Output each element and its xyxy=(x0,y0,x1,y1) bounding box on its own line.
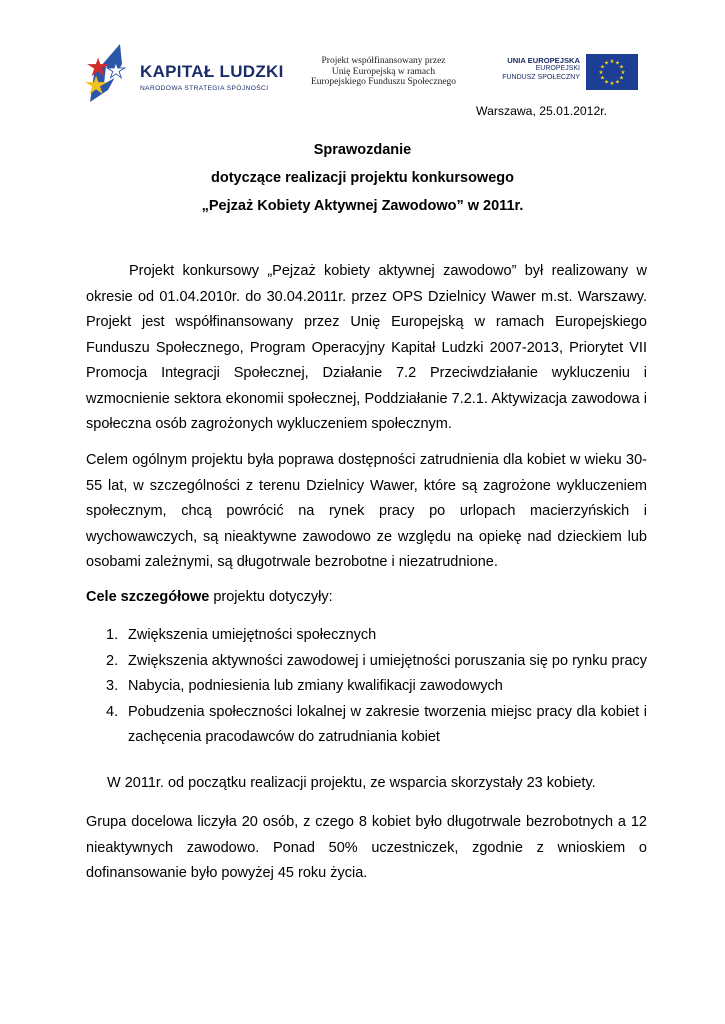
goals-list xyxy=(86,623,647,751)
cofinancing-line: Europejskiego Funduszu Społecznego xyxy=(310,77,457,87)
eu-fund-line: EUROPEJSKI xyxy=(535,65,580,72)
eu-star-icon: ★ xyxy=(620,70,626,76)
goals-heading xyxy=(86,585,647,611)
eu-title: UNIA EUROPEJSKA xyxy=(507,56,580,65)
eu-star-icon: ★ xyxy=(619,64,624,71)
paragraph-general-goal: Celem ogólnym projektu była poprawa dostępności zatrudnienia dla kobiet w wieku 30-55 lat, w szczególności z terenu Dzielnicy Wawer, które są zagrożone wykluczeniem społecznym, chcą powrócić na rynek pracy po urlopach macierzyńskich i wychowawczych, są nieaktywne zawodowo ze względu na opiekę nad dzieckiem lub osobami zależnymi, są długotrwale bezrobotne i niezatrudnione. xyxy=(86,452,647,570)
goals-heading-rest: projektu dotyczyły: xyxy=(209,589,333,605)
list-item-text: Zwiększenia aktywności zawodowej i umiejętności poruszania się po rynku pracy xyxy=(128,652,648,669)
list-item-text: Nabycia, podniesienia lub zmiany kwalifikacji zawodowych xyxy=(128,678,503,694)
eu-star-icon: ★ xyxy=(609,59,615,65)
document-date: Warszawa, 25.01.2012r. xyxy=(476,104,607,118)
list-item-number: 4. xyxy=(106,703,119,720)
list-item-text: Pobudzenia społeczności lokalnej w zakresie tworzenia miejsc pracy dla kobiet i zachęcenia pracodawców do zatrudniania kobiet xyxy=(128,703,647,745)
eu-star-icon: ★ xyxy=(615,60,620,67)
cofinancing-line: Unię Europejską w ramach xyxy=(331,66,436,77)
kapital-ludzki-logo xyxy=(84,40,284,104)
eu-star-icon: ★ xyxy=(619,75,624,82)
eu-star-icon: ★ xyxy=(600,64,605,71)
list-item xyxy=(86,674,647,700)
document-title xyxy=(0,140,725,224)
title-line: „Pejzaż Kobiety Aktywnej Zawodowo” w 2011r. xyxy=(201,198,524,214)
kapital-ludzki-emblem-icon xyxy=(84,40,136,104)
title-line: Sprawozdanie xyxy=(313,142,412,158)
eu-star-icon: ★ xyxy=(609,81,615,87)
eu-star-icon: ★ xyxy=(615,79,620,86)
eu-fund-line: FUNDUSZ SPOŁECZNY xyxy=(502,73,580,81)
list-item xyxy=(86,623,647,649)
cofinancing-line: Projekt współfinansowany przez xyxy=(321,56,446,66)
paragraph-participants: W 2011r. od początku realizacji projektu, ze wsparcia skorzystały 23 kobiety. xyxy=(107,775,596,791)
list-item xyxy=(86,700,647,751)
list-item-number: 2. xyxy=(106,652,119,669)
list-item-text: Zwiększenia umiejętności społecznych xyxy=(128,627,377,643)
title-line: dotyczące realizacji projektu konkursowego xyxy=(211,170,514,186)
paragraph-project-info: Projekt konkursowy „Pejzaż kobiety aktywnej zawodowo” był realizowany w okresie od 01.04.2010r. do 30.04.2011r. przez OPS Dzielnicy Wawer m.st. Warszawy. Projekt jest współfinansowany przez Unię Europejską w ramach Europejskiego Funduszu Społecznego, Program Operacyjny Kapitał Ludzki 2007-2013, Priorytet VII Promocja Integracji Społecznej, Działanie 7.2 Przeciwdziałanie wykluczeniu i wzmocnienie sektora ekonomii społecznej, Poddziałanie 7.2.1. Aktywizacja zawodowa i społeczna osób zagrożonych wykluczeniem społecznym. xyxy=(86,263,647,432)
page-header xyxy=(0,40,725,104)
paragraph-target-group: Grupa docelowa liczyła 20 osób, z czego 8 kobiet było długotrwale bezrobotnych a 12 nieaktywnych zawodowo. Ponad 50% uczestniczek, zgodnie z wnioskiem o dofinansowanie było powyżej 45 roku życia. xyxy=(86,814,647,881)
kapital-ludzki-title: KAPITAŁ LUDZKI xyxy=(140,62,284,81)
cofinancing-note xyxy=(296,56,471,88)
list-item-number: 3. xyxy=(106,678,119,694)
eu-flag-icon xyxy=(586,54,638,90)
list-item xyxy=(86,649,647,675)
eu-star-icon: ★ xyxy=(600,75,605,82)
goals-heading-bold: Cele szczegółowe xyxy=(86,589,210,605)
eu-star-icon: ★ xyxy=(604,60,609,67)
kapital-ludzki-subtitle: NARODOWA STRATEGIA SPÓJNOŚCI xyxy=(140,85,269,92)
eu-star-icon: ★ xyxy=(604,79,609,86)
list-item-number: 1. xyxy=(106,627,119,643)
eu-star-icon: ★ xyxy=(598,70,604,76)
